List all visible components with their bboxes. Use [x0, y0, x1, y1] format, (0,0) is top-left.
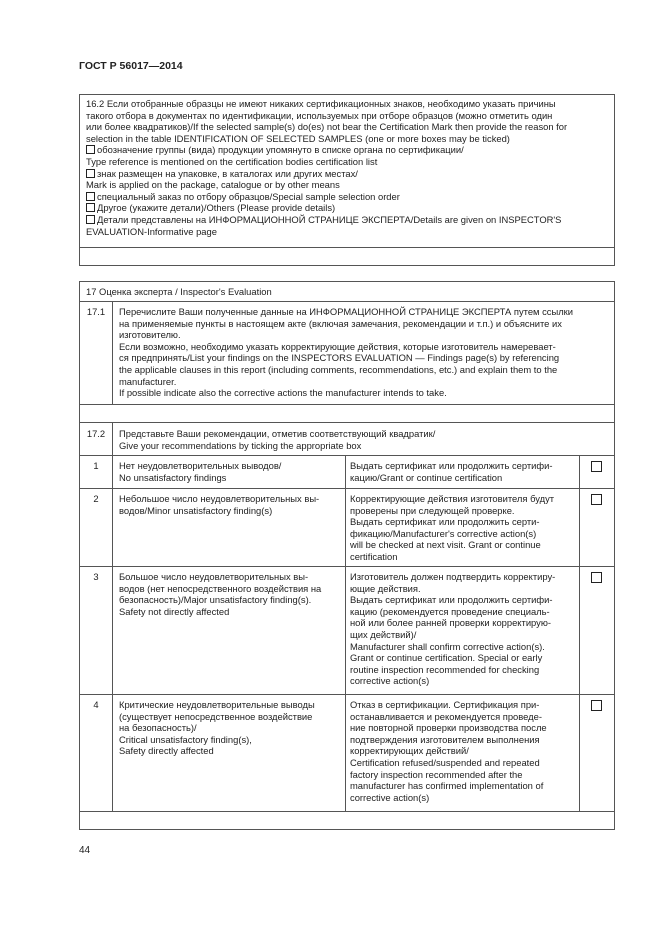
section-16-2-text-line: или более квадратиков)/If the selected sample(s) do(es) not bear the Certification Mark then provide the reason for — [86, 121, 568, 133]
recommendation-text-line: Выдать сертификат или продолжить серти- — [350, 516, 540, 528]
recommendation-checkbox[interactable] — [591, 461, 602, 472]
recommendation-text-line: Manufacturer shall confirm corrective action(s). — [350, 640, 545, 652]
middle-column-line — [345, 455, 346, 811]
recommendation-number: 1 — [93, 460, 99, 471]
item-17-1-text-line: Если возможно, необходимо указать корректирующие действия, которые изготовитель намеревает- — [119, 340, 556, 352]
option-row — [86, 168, 358, 180]
item-17-1-divider — [79, 404, 615, 405]
item-17-1-number: 17.1 — [86, 306, 106, 317]
recommendation-text-line: corrective action(s) — [350, 675, 430, 687]
option-label: Детали представлены на ИНФОРМАЦИОННОЙ СТРАНИЦЕ ЭКСПЕРТА/Details are given on INSPECTOR'S — [97, 214, 562, 225]
option-row — [86, 214, 561, 226]
recommendation-text-line: щих действий)/ — [350, 629, 417, 640]
recommendation-text-line: Certification refused/suspended and repeated — [350, 757, 540, 768]
option-label: обозначение группы (вида) продукции упомянуто в списке органа по сертификации/ — [97, 144, 464, 156]
item-17-2-text-line: Представьте Ваши рекомендации, отметив соответствующий квадратик/ — [119, 428, 436, 439]
item-17-1-text-line: If possible indicate also the corrective actions the manufacturer intends to take. — [119, 387, 447, 399]
finding-text-line: Нет неудовлетворительных выводов/ — [119, 460, 282, 471]
recommendation-text-line: corrective action(s) — [350, 791, 430, 803]
item-17-1-text-line: на применяемые пункты в настоящем акте (включая замечания, рекомендации и т.п.) и объясните их — [119, 317, 562, 329]
finding-text-line: Safety directly affected — [119, 745, 214, 757]
recommendation-text-line: Отказ в сертификации. Сертификация при- — [350, 699, 540, 710]
item-17-1-text-line: ся предпринять/List your findings on the INSPECTORS EVALUATION — Findings page(s) by referencing — [119, 352, 560, 364]
number-column-line-top — [112, 301, 113, 404]
number-column-line-bottom — [112, 422, 113, 811]
section-17-title: 17 Оценка эксперта / Inspector's Evaluation — [86, 286, 272, 297]
recommendation-text-line: ющие действия. — [350, 582, 421, 594]
recommendation-text-line: кацию/Grant or continue certification — [350, 471, 503, 483]
option-row — [86, 191, 400, 203]
recommendation-checkbox[interactable] — [591, 572, 602, 583]
recommendation-text-line: останавливается и рекомендуется проведе- — [350, 710, 542, 722]
item-17-1-text-line: the applicable clauses in this report (including comments, recommendations, etc.) and explain them to the — [119, 364, 558, 375]
option-checkbox[interactable] — [86, 203, 95, 212]
recommendation-text-line: подтверждения изготовителем выполнения — [350, 733, 540, 745]
recommendation-text-line: routine inspection recommended for checking — [350, 663, 540, 675]
finding-text-line: No unsatisfactory findings — [119, 471, 227, 483]
recommendation-text-line: will be checked at next visit. Grant or continue — [350, 539, 541, 551]
option-continuation: Type reference is mentioned on the certification bodies certification list — [86, 156, 378, 167]
row-4-divider — [79, 811, 615, 812]
blank-row-divider — [79, 422, 615, 423]
option-row — [86, 202, 335, 214]
item-17-1-text-line: Перечислите Ваши полученные данные на ИНФОРМАЦИОННОЙ СТРАНИЦЕ ЭКСПЕРТА путем ссылки — [119, 306, 574, 317]
item-17-2-number: 17.2 — [86, 428, 106, 439]
finding-text-line: Критические неудовлетворительные выводы — [119, 699, 315, 710]
finding-text-line: Большое число неудовлетворительных вы- — [119, 571, 309, 582]
page-number: 44 — [79, 845, 91, 856]
recommendation-text-line: factory inspection recommended after the — [350, 768, 523, 780]
item-17-1-text-line: manufacturer. — [119, 375, 177, 387]
item-17-2-divider — [79, 455, 615, 456]
recommendation-text-line: Корректирующие действия изготовителя будут — [350, 493, 555, 504]
document-header: ГОСТ Р 56017—2014 — [79, 60, 183, 72]
recommendation-text-line: проверены при следующей проверке. — [350, 504, 515, 516]
recommendation-text-line: Выдать сертификат или продолжить сертифи- — [350, 594, 553, 606]
option-row — [86, 144, 464, 156]
recommendation-text-line: Выдать сертификат или продолжить сертифи- — [350, 460, 553, 471]
recommendation-checkbox[interactable] — [591, 700, 602, 711]
finding-text-line: на безопасность)/ — [119, 722, 197, 734]
finding-text-line: водов/Minor unsatisfactory finding(s) — [119, 504, 273, 516]
option-label: Другое (укажите детали)/Others (Please provide details) — [97, 202, 336, 214]
finding-text-line: Critical unsatisfactory finding(s), — [119, 733, 252, 745]
recommendation-text-line: certification — [350, 551, 398, 562]
finding-text-line: Небольшое число неудовлетворительных вы- — [119, 493, 320, 504]
option-label: знак размещен на упаковке, в каталогах или других местах/ — [97, 167, 358, 179]
section-16-2-divider — [79, 247, 615, 248]
recommendation-checkbox[interactable] — [591, 494, 602, 505]
recommendation-text-line: ние повторной проверки производства после — [350, 722, 547, 734]
option-checkbox[interactable] — [86, 215, 95, 224]
recommendation-number: 3 — [93, 571, 99, 582]
item-17-2-text-line: Give your recommendations by ticking the appropriate box — [119, 439, 362, 451]
option-checkbox[interactable] — [86, 192, 95, 201]
recommendation-number: 4 — [93, 699, 99, 710]
finding-text-line: безопасность)/Major unsatisfactory finding(s). — [119, 594, 312, 606]
row-3-divider — [79, 694, 615, 695]
recommendation-text-line: ной или более ранней проверки корректирую- — [350, 617, 551, 629]
section-16-2-text-line: selection in the table IDENTIFICATION OF SELECTED SAMPLES (one or more boxes may be ticked) — [86, 132, 510, 144]
option-checkbox[interactable] — [86, 169, 95, 178]
section-16-2-text-line: такого отбора в документах по идентификации, используемых при отборе образцов (можно отметить один — [86, 109, 553, 121]
option-continuation: EVALUATION-Informative page — [86, 225, 217, 237]
recommendation-text-line: manufacturer has confirmed implementation of — [350, 780, 544, 792]
recommendation-number: 2 — [93, 493, 99, 504]
recommendation-text-line: Изготовитель должен подтвердить корректиру- — [350, 571, 556, 582]
checkbox-column-line — [579, 455, 580, 811]
option-checkbox[interactable] — [86, 145, 95, 154]
section-17-title-divider — [79, 301, 615, 302]
row-1-divider — [79, 488, 615, 489]
recommendation-text-line: Grant or continue certification. Special or early — [350, 652, 543, 664]
recommendation-text-line: кацию (рекомендуется проведение специаль- — [350, 605, 550, 617]
finding-text-line: водов (нет непосредственного воздействия на — [119, 582, 322, 594]
item-17-1-text-line: изготовителю. — [119, 329, 181, 341]
option-continuation: Mark is applied on the package, catalogue or by other means — [86, 179, 340, 191]
recommendation-text-line: корректирующих действий/ — [350, 745, 469, 757]
section-16-2-text-line: 16.2 Если отобранные образцы не имеют никаких сертификационных знаков, необходимо указать причины — [86, 98, 556, 109]
recommendation-text-line: фикацию/Manufacturer's corrective action(s) — [350, 527, 537, 539]
row-2-divider — [79, 566, 615, 567]
finding-text-line: Safety not directly affected — [119, 605, 230, 617]
option-label: специальный заказ по отбору образцов/Special sample selection order — [97, 190, 400, 202]
finding-text-line: (существует непосредственное воздействие — [119, 710, 313, 722]
